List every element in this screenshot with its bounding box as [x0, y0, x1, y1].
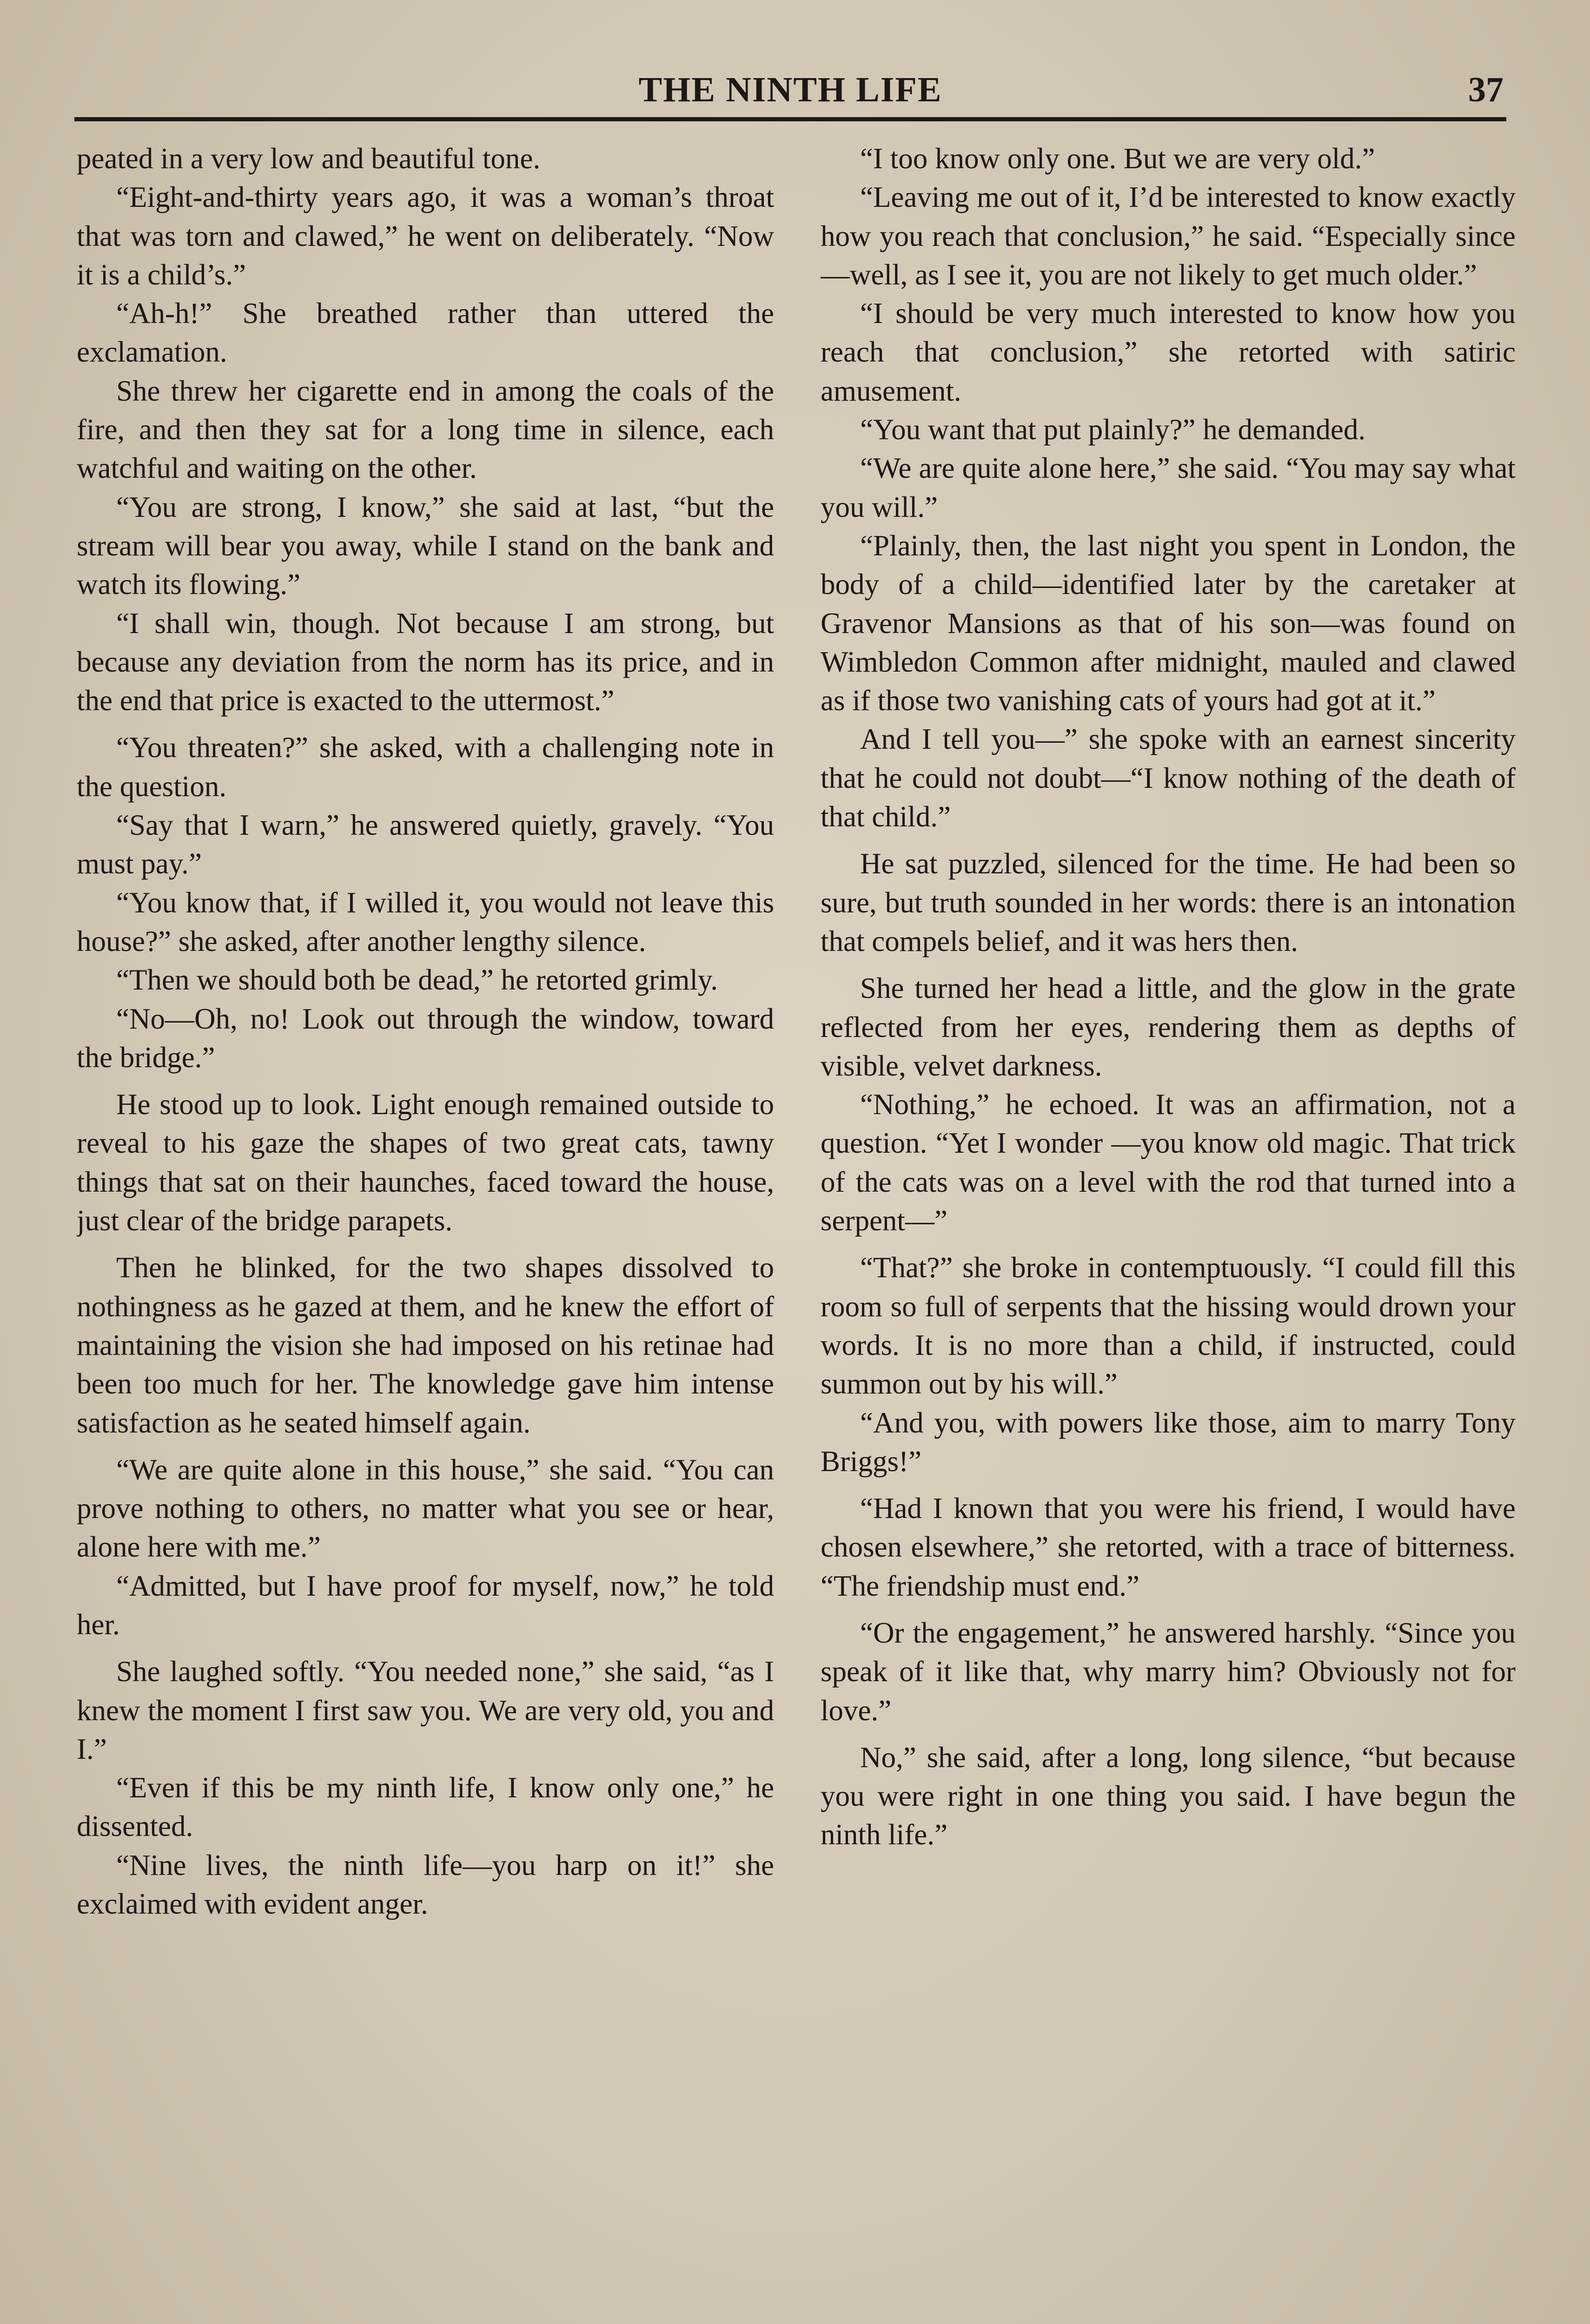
paragraph: “I shall win, though. Not because I am strong, but because any deviation from the norm has its price, and in the end that price is exacted to the uttermost.” [77, 607, 774, 717]
paragraph: “Then we should both be dead,” he retorted grimly. [116, 964, 718, 997]
paragraph: “Leaving me out of it, I’d be interested to know exactly how you reach that conclusion,” he said. “Especially since—well, as I see it, you are not likely to get much older.” [821, 181, 1516, 291]
paragraph: “Ah-h!” She breathed rather than uttered the exclamation. [77, 297, 774, 369]
paragraph: “Nine lives, the ninth life—you harp on it!” she exclaimed with evident anger. [77, 1849, 774, 1921]
paragraph: peated in a very low and beautiful tone. [77, 142, 541, 175]
paragraph: “I should be very much interested to know how you reach that conclusion,” she retorted with satiric amusement. [821, 297, 1516, 407]
header-rule [74, 117, 1506, 121]
text-column-right [821, 139, 1516, 2324]
paragraph: Then he blinked, for the two shapes dissolved to nothingness as he gazed at them, and he knew the effort of maintaining the vision she had imposed on his retinae had been too much for her. The knowledge gave him intense satisfaction as he seated himself again. [77, 1251, 774, 1439]
paragraph: “Or the engagement,” he answered harshly. “Since you speak of it like that, why marry him? Obviously not for love.” [821, 1616, 1516, 1727]
paragraph: “Plainly, then, the last night you spent in London, the body of a child—identified later by the caretaker at Gravenor Mansions as that of his son—was found on Wimbledon Common after midnight, mauled and clawed as if those two vanishing cats of yours had got at it.” [821, 529, 1516, 717]
paragraph: And I tell you—” she spoke with an earnest sincerity that he could not doubt—“I know nothing of the death of that child.” [821, 723, 1516, 833]
paragraph: No,” she said, after a long, long silence, “but because you were right in one thing you said. I have begun the ninth life.” [821, 1741, 1516, 1851]
paragraph: “You are strong, I know,” she said at last, “but the stream will bear you away, while I stand on the bank and watch its flowing.” [77, 490, 774, 601]
page-title: THE NINTH LIFE [638, 70, 942, 109]
paragraph: “Say that I warn,” he answered quietly, gravely. “You must pay.” [77, 809, 774, 880]
paragraph: “You want that put plainly?” he demanded. [860, 413, 1366, 446]
paragraph: “And you, with powers like those, aim to marry Tony Briggs!” [821, 1406, 1516, 1478]
page-number: 37 [1468, 70, 1504, 109]
paragraph: She turned her head a little, and the glow in the grate reflected from her eyes, rendering them as depths of visible, velvet darkness. [821, 972, 1516, 1082]
paragraph: “Eight-and-thirty years ago, it was a woman’s throat that was torn and clawed,” he went on deliberately. “Now it is a child’s.” [77, 181, 774, 291]
paragraph: He stood up to look. Light enough remained outside to reveal to his gaze the shapes of two great cats, tawny things that sat on their haunches, faced toward the house, just clear of the bridge parapets. [77, 1088, 774, 1237]
paragraph: “Even if this be my ninth life, I know only one,” he dissented. [77, 1771, 774, 1843]
text-column-left [77, 139, 774, 2324]
paragraph: “That?” she broke in contemptuously. “I could fill this room so full of serpents that the hissing would drown your words. It is no more than a child, if instructed, could summon out by his will.” [821, 1251, 1516, 1400]
paragraph: “No—Oh, no! Look out through the window, toward the bridge.” [77, 1002, 774, 1074]
paragraph: She laughed softly. “You needed none,” she said, “as I knew the moment I first saw you. We are very old, you and I.” [77, 1655, 774, 1765]
paragraph: “You know that, if I willed it, you would not leave this house?” she asked, after another lengthy silence. [77, 886, 774, 957]
paragraph: “Nothing,” he echoed. It was an affirmation, not a question. “Yet I wonder —you know old magic. That trick of the cats was on a level with the rod that turned into a serpent—” [821, 1088, 1516, 1237]
paragraph: “You threaten?” she asked, with a challenging note in the question. [77, 731, 774, 803]
paragraph: “We are quite alone in this house,” she said. “You can prove nothing to others, no matter what you see or hear, alone here with me.” [77, 1453, 774, 1564]
paragraph: “Had I known that you were his friend, I would have chosen elsewhere,” she retorted, with a trace of bitterness. “The friendship must end.” [821, 1492, 1516, 1602]
paragraph: “Admitted, but I have proof for myself, now,” he told her. [77, 1569, 774, 1641]
running-header [74, 65, 1506, 116]
paragraph: He sat puzzled, silenced for the time. He had been so sure, but truth sounded in her words: there is an intonation that compels belief, and it was hers then. [821, 847, 1516, 957]
paragraph: “We are quite alone here,” she said. “You may say what you will.” [821, 452, 1516, 523]
paragraph: She threw her cigarette end in among the coals of the fire, and then they sat for a long time in silence, each watchful and waiting on the other. [77, 374, 774, 485]
paragraph: “I too know only one. But we are very old.” [860, 142, 1375, 175]
